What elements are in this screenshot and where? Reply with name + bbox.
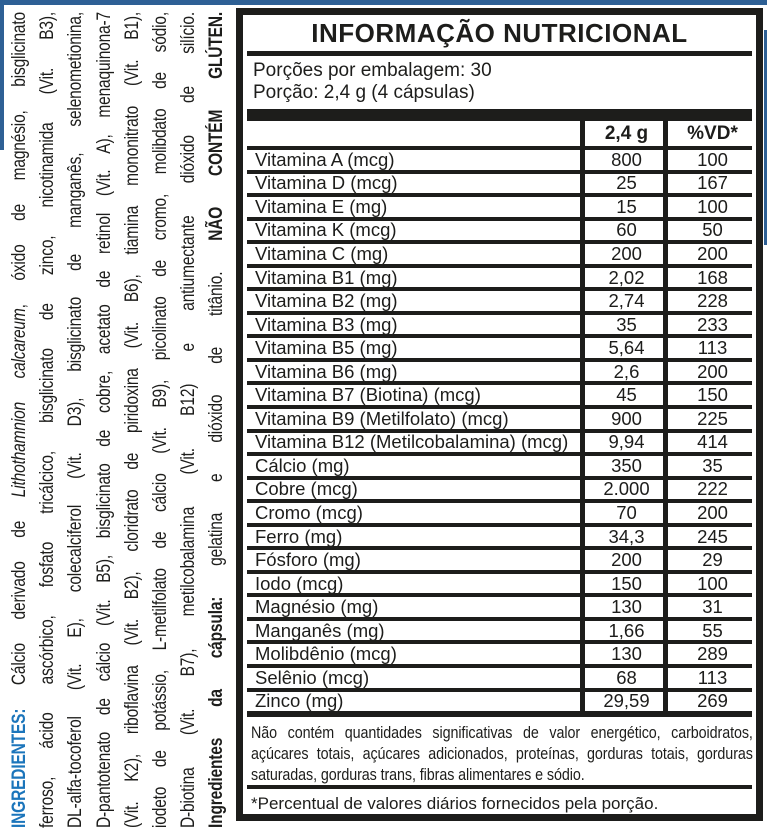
ingredients-segment: DL-alfa-tocoferol (Vit. E), colecalciferol (Vit. D3), bisglicinato de manganês, selenometionina,	[65, 12, 87, 828]
ingredients-line	[62, 12, 90, 828]
table-cell-amount: 130	[611, 596, 642, 618]
ingredients-line	[119, 12, 147, 828]
table-cell-amount: 800	[611, 148, 642, 170]
table-row	[247, 287, 752, 311]
ingredients-line	[6, 12, 34, 828]
table-cell-vd: 50	[702, 219, 723, 241]
table-cell-nutrient: Molibdênio (mcg)	[255, 643, 397, 665]
header-vd: %VD*	[687, 122, 738, 144]
table-cell-nutrient: Vitamina B6 (mg)	[255, 360, 398, 382]
table-row	[247, 405, 752, 429]
panel-title: INFORMAÇÃO NUTRICIONAL	[311, 17, 688, 48]
table-cell-vd: 225	[697, 407, 728, 429]
table-row	[247, 311, 752, 335]
serving-size: Porção: 2,4 g (4 cápsulas)	[253, 82, 475, 103]
table-cell-vd: 200	[697, 242, 728, 264]
table-cell-amount: 68	[616, 666, 637, 688]
table-cell-amount: 1,66	[608, 619, 645, 641]
table-cell-vd: 222	[697, 478, 728, 500]
ingredients-segment: D-biotina (Vit. B7), metilcobalamina (Vit. B12) e antiumectante dióxido de silício.	[178, 12, 200, 828]
table-row	[247, 334, 752, 358]
table-cell-vd: 113	[697, 666, 728, 688]
serving-info	[243, 56, 756, 109]
table-row	[247, 499, 752, 523]
table-cell-nutrient: Cobre (mcg)	[255, 478, 358, 500]
package-edge-left	[0, 0, 4, 150]
ingredients-segment: Ingredientes da cápsula:	[206, 596, 228, 828]
table-cell-vd: 55	[702, 619, 723, 641]
table-cell-amount: 60	[616, 219, 637, 241]
table-cell-nutrient: Vitamina A (mcg)	[255, 148, 395, 170]
table-cell-vd: 100	[697, 572, 728, 594]
table-cell-nutrient: Zinco (mg)	[255, 690, 344, 712]
ingredients-line	[34, 12, 62, 828]
ingredients-text	[6, 12, 232, 828]
table-cell-vd: 100	[697, 148, 728, 170]
table-cell-nutrient: Vitamina B7 (Biotina) (mcg)	[255, 384, 481, 406]
ingredients-segment: Lithothamnion calcareum	[9, 308, 30, 498]
ingredients-segment: , óxido de magnésio, bisglicinato	[9, 12, 30, 309]
ingredients-segment: gelatina e dióxido de titânio.	[206, 240, 228, 597]
table-cell-nutrient: Cálcio (mg)	[255, 454, 350, 476]
table-row	[247, 640, 752, 664]
table-cell-vd: 289	[697, 643, 728, 665]
table-cell-vd: 269	[697, 690, 728, 712]
table-cell-nutrient: Vitamina B5 (mg)	[255, 337, 398, 359]
nutrient-table	[247, 121, 752, 711]
table-cell-vd: 233	[697, 313, 728, 335]
package-edge-top	[0, 0, 767, 5]
column-divider	[663, 121, 668, 711]
table-row	[247, 193, 752, 217]
table-cell-nutrient: Iodo (mcg)	[255, 572, 344, 594]
table-row	[247, 593, 752, 617]
table-row	[247, 476, 752, 500]
table-cell-nutrient: Vitamina E (mg)	[255, 195, 388, 217]
table-cell-amount: 70	[616, 501, 637, 523]
nutrition-facts-panel	[236, 8, 763, 821]
table-cell-vd: 414	[697, 431, 728, 453]
table-cell-vd: 29	[702, 549, 723, 571]
ingredients-label: INGREDIENTES:	[9, 708, 30, 828]
table-cell-amount: 200	[611, 242, 642, 264]
table-cell-amount: 130	[611, 643, 642, 665]
table-cell-nutrient: Fósforo (mg)	[255, 549, 361, 571]
table-row	[247, 570, 752, 594]
table-cell-amount: 2.000	[603, 478, 650, 500]
no-significant-note-text: Não contém quantidades significativas de valor energético, carboidratos, açúcares totais, açúcares adicionados, proteínas, gorduras totais, gorduras saturadas, gorduras trans, fibras alimentares e sódio.	[251, 723, 753, 784]
table-cell-nutrient: Vitamina B3 (mg)	[255, 313, 398, 335]
table-cell-vd: 31	[702, 596, 723, 618]
no-significant-note	[243, 717, 756, 785]
table-cell-amount: 5,64	[608, 337, 645, 359]
table-row	[247, 217, 752, 241]
table-cell-nutrient: Vitamina B9 (Metilfolato) (mcg)	[255, 407, 509, 429]
table-cell-amount: 900	[611, 407, 642, 429]
table-cell-nutrient: Selênio (mcg)	[255, 666, 370, 688]
table-row	[247, 429, 752, 453]
table-cell-vd: 150	[697, 384, 728, 406]
table-row	[247, 664, 752, 688]
table-cell-amount: 34,3	[608, 525, 645, 547]
table-cell-amount: 35	[616, 313, 637, 335]
table-cell-amount: 25	[616, 172, 637, 194]
table-header-row	[247, 121, 752, 146]
table-cell-nutrient: Vitamina B12 (Metilcobalamina) (mcg)	[255, 431, 569, 453]
table-cell-nutrient: Manganês (mg)	[255, 619, 385, 641]
table-cell-vd: 245	[697, 525, 728, 547]
table-row	[247, 381, 752, 405]
ingredients-segment: NÃO CONTÉM GLÚTEN.	[206, 12, 228, 241]
table-cell-nutrient: Vitamina D (mcg)	[255, 172, 398, 194]
ingredients-segment: iodeto de potássio, L-metilfolato de cálcio (Vit. B9), picolinato de cromo, molibdato de sódio,	[149, 12, 171, 828]
table-cell-amount: 2,6	[613, 360, 640, 382]
table-cell-vd: 228	[697, 290, 728, 312]
table-row	[247, 546, 752, 570]
ingredients-line	[147, 12, 175, 828]
table-cell-vd: 113	[697, 337, 728, 359]
table-cell-vd: 200	[697, 360, 728, 382]
table-cell-nutrient: Cromo (mcg)	[255, 501, 363, 523]
table-cell-nutrient: Vitamina B1 (mg)	[255, 266, 398, 288]
table-cell-amount: 29,59	[603, 690, 650, 712]
table-row	[247, 523, 752, 547]
table-cell-vd: 168	[697, 266, 728, 288]
table-cell-nutrient: Vitamina K (mcg)	[255, 219, 397, 241]
column-divider	[580, 121, 585, 711]
table-cell-vd: 200	[697, 501, 728, 523]
table-row	[247, 688, 752, 712]
table-cell-vd: 35	[702, 454, 723, 476]
servings-per-package: Porções por embalagem: 30	[253, 60, 492, 81]
ingredients-line	[91, 12, 119, 828]
table-cell-amount: 9,94	[608, 431, 645, 453]
table-cell-nutrient: Magnésio (mg)	[255, 596, 379, 618]
table-cell-amount: 2,02	[608, 266, 645, 288]
table-cell-amount: 15	[616, 195, 637, 217]
header-amount: 2,4 g	[604, 122, 649, 144]
table-row	[247, 452, 752, 476]
table-row	[247, 264, 752, 288]
table-cell-amount: 2,74	[608, 290, 645, 312]
table-cell-nutrient: Ferro (mg)	[255, 525, 343, 547]
table-cell-amount: 45	[616, 384, 637, 406]
table-row	[247, 617, 752, 641]
table-cell-amount: 350	[611, 454, 642, 476]
table-cell-nutrient: Vitamina C (mg)	[255, 242, 389, 264]
table-row	[247, 170, 752, 194]
ingredients-segment: (Vit. K2), riboflavina (Vit. B2), cloridrato de piridoxina (Vit. B6), tiamina mononitrato (Vit. B1),	[121, 12, 143, 828]
ingredients-segment: ferroso, ácido ascórbico, fosfato tricálcico, bisglicinato de zinco, nicotinamida (Vit. B3),	[37, 12, 59, 828]
table-row	[247, 240, 752, 264]
ingredients-segment: Cálcio derivado de	[9, 497, 30, 709]
table-cell-vd: 100	[697, 195, 728, 217]
table-cell-amount: 200	[611, 549, 642, 571]
table-cell-vd: 167	[697, 172, 728, 194]
table-row	[247, 146, 752, 170]
table-row	[247, 358, 752, 382]
daily-value-footnote: *Percentual de valores diários fornecidos pela porção.	[251, 794, 659, 813]
table-cell-amount: 150	[611, 572, 642, 594]
table-cell-nutrient: Vitamina B2 (mg)	[255, 290, 398, 312]
ingredients-line	[203, 12, 231, 828]
ingredients-segment: D-pantotenato de cálcio (Vit. B5), bisglicinato de cobre, acetato de retinol (Vit. A), menaquinona-7	[93, 12, 115, 828]
ingredients-line	[175, 12, 203, 828]
separator-bar	[247, 109, 752, 121]
